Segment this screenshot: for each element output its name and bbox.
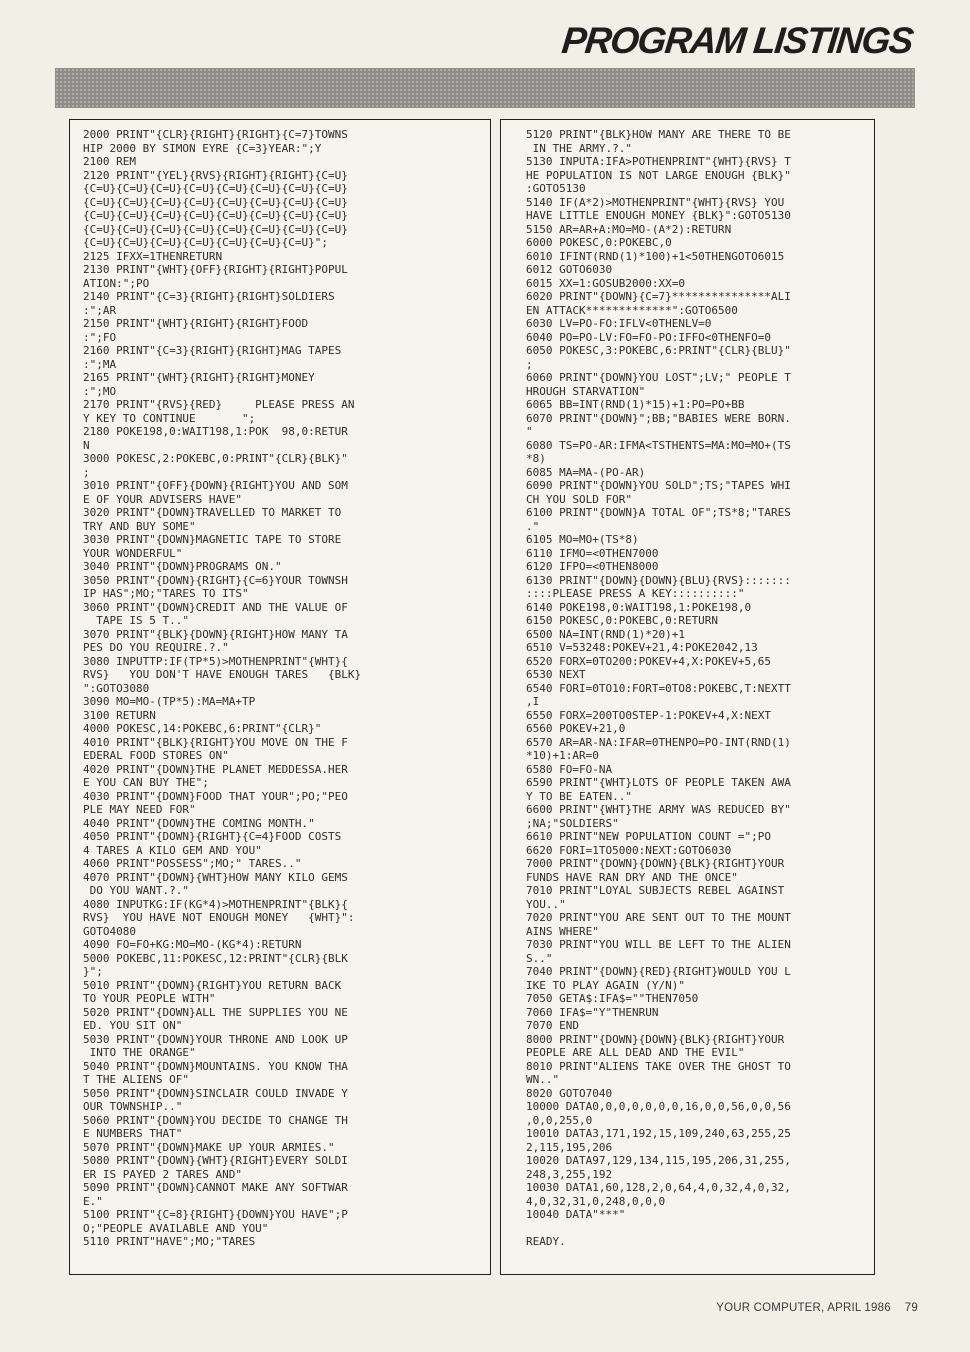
page-footer [716, 1302, 918, 1314]
publication-info: YOUR COMPUTER, APRIL 1986 [716, 1302, 891, 1314]
listing-panel-left [69, 119, 491, 1275]
header-banner [55, 68, 915, 108]
listing-text-right: 5120 PRINT"{BLK}HOW MANY ARE THERE TO BE IN THE ARMY.?." 5130 INPUTA:IFA>POTHENPRINT"{WHT}{RVS} T HE POPULATION IS NOT LARGE ENOUGH {BLK}" :GOTO5130 5140 IF(A*2)>MOTHENPRINT"{WHT}{RVS} YOU HAVE LITTLE ENOUGH MONEY {BLK}":GOTO5130 5150 AR=AR+A:MO=MO-(A*2):RETURN 6000 POKESC,0:POKEBC,0 6010 IFINT(RND(1)*100)+1<50THENGOTO6015 6012 GOTO6030 6015 XX=1:GOSUB2000:XX=0 6020 PRINT"{DOWN}{C=7}***************ALI EN ATTACK*************":GOTO6500 6030 LV=PO-FO:IFLV<0THENLV=0 6040 PO=PO-LV:FO=FO-PO:IFFO<0THENFO=0 6050 POKESC,3:POKEBC,6:PRINT"{CLR}{BLU}" ; 6060 PRINT"{DOWN}YOU LOST";LV;" PEOPLE T HROUGH STARVATION" 6065 BB=INT(RND(1)*15)+1:PO=PO+BB 6070 PRINT"{DOWN}";BB;"BABIES WERE BORN. " 6080 TS=PO-AR:IFMA<TSTHENTS=MA:MO=MO+(TS *8) 6085 MA=MA-(PO-AR) 6090 PRINT"{DOWN}YOU SOLD";TS;"TAPES WHI CH YOU SOLD FOR" 6100 PRINT"{DOWN}A TOTAL OF";TS*8;"TARES ." 6105 MO=MO+(TS*8) 6110 IFMO=<0THEN7000 6120 IFPO=<0THEN8000 6130 PRINT"{DOWN}{DOWN}{BLU}{RVS}::::::: ::::PLEASE PRESS A KEY::::::::::" 6140 POKE198,0:WAIT198,1:POKE198,0 6150 POKESC,0:POKEBC,0:RETURN 6500 NA=INT(RND(1)*20)+1 6510 V=53248:POKEV+21,4:POKE2042,13 6520 FORX=0TO200:POKEV+4,X:POKEV+5,65 6530 NEXT 6540 FORI=0TO10:FORT=0TO8:POKEBC,T:NEXTT ,I 6550 FORX=200TO0STEP-1:POKEV+4,X:NEXT 6560 POKEV+21,0 6570 AR=AR-NA:IFAR=0THENPO=PO-INT(RND(1) *10)+1:AR=0 6580 FO=FO-NA 6590 PRINT"{WHT}LOTS OF PEOPLE TAKEN AWA Y TO BE EATEN.." 6600 PRINT"{WHT}THE ARMY WAS REDUCED BY" ;NA;"SOLDIERS" 6610 PRINT"NEW POPULATION COUNT =";PO 6620 FORI=1TO5000:NEXT:GOTO6030 7000 PRINT"{DOWN}{DOWN}{BLK}{RIGHT}YOUR FUNDS HAVE RAN DRY AND THE ONCE" 7010 PRINT"LOYAL SUBJECTS REBEL AGAINST YOU.." 7020 PRINT"YOU ARE SENT OUT TO THE MOUNT AINS WHERE" 7030 PRINT"YOU WILL BE LEFT TO THE ALIEN S.." 7040 PRINT"{DOWN}{RED}{RIGHT}WOULD YOU L IKE TO PLAY AGAIN (Y/N)" 7050 GETA$:IFA$=""THEN7050 7060 IFA$="Y"THENRUN 7070 END 8000 PRINT"{DOWN}{DOWN}{BLK}{RIGHT}YOUR PEOPLE ARE ALL DEAD AND THE EVIL" 8010 PRINT"ALIENS TAKE OVER THE GHOST TO WN.." 8020 GOTO7040 10000 DATA0,0,0,0,0,0,0,16,0,0,56,0,0,56 ,0,0,255,0 10010 DATA3,171,192,15,109,240,63,255,25 2,115,195,206 10020 DATA97,129,134,115,195,206,31,255, 248,3,255,192 10030 DATA1,60,128,2,0,64,4,0,32,4,0,32, 4,0,32,31,0,248,0,0,0 10040 DATA"***" READY. [526, 128, 791, 1248]
page-title: PROGRAM LISTINGS [559, 20, 915, 61]
page-number: 79 [904, 1302, 918, 1314]
listing-text-left: 2000 PRINT"{CLR}{RIGHT}{RIGHT}{C=7}TOWNS HIP 2000 BY SIMON EYRE {C=3}YEAR:";Y 2100 REM 2120 PRINT"{YEL}{RVS}{RIGHT}{RIGHT}{C=U} {C=U}{C=U}{C=U}{C=U}{C=U}{C=U}{C=U}{C=U} {C=U}{C=U}{C=U}{C=U}{C=U}{C=U}{C=U}{C=U} {C=U}{C=U}{C=U}{C=U}{C=U}{C=U}{C=U}{C=U} {C=U}{C=U}{C=U}{C=U}{C=U}{C=U}{C=U}{C=U} {C=U}{C=U}{C=U}{C=U}{C=U}{C=U}{C=U}"; 2125 IFXX=1THENRETURN 2130 PRINT"{WHT}{OFF}{RIGHT}{RIGHT}POPUL ATION:";PO 2140 PRINT"{C=3}{RIGHT}{RIGHT}SOLDIERS :";AR 2150 PRINT"{WHT}{RIGHT}{RIGHT}FOOD :";FO 2160 PRINT"{C=3}{RIGHT}{RIGHT}MAG TAPES :";MA 2165 PRINT"{WHT}{RIGHT}{RIGHT}MONEY :";MO 2170 PRINT"{RVS}{RED} PLEASE PRESS AN Y KEY TO CONTINUE "; 2180 POKE198,0:WAIT198,1:POK 98,0:RETUR N 3000 POKESC,2:POKEBC,0:PRINT"{CLR}{BLK}" ; 3010 PRINT"{OFF}{DOWN}{RIGHT}YOU AND SOM E OF YOUR ADVISERS HAVE" 3020 PRINT"{DOWN}TRAVELLED TO MARKET TO TRY AND BUY SOME" 3030 PRINT"{DOWN}MAGNETIC TAPE TO STORE YOUR WONDERFUL" 3040 PRINT"{DOWN}PROGRAMS ON." 3050 PRINT"{DOWN}{RIGHT}{C=6}YOUR TOWNSH IP HAS";MO;"TARES TO ITS" 3060 PRINT"{DOWN}CREDIT AND THE VALUE OF TAPE IS 5 T.." 3070 PRINT"{BLK}{DOWN}{RIGHT}HOW MANY TA PES DO YOU REQUIRE.?." 3080 INPUTTP:IF(TP*5)>MOTHENPRINT"{WHT}{ RVS} YOU DON'T HAVE ENOUGH TARES {BLK} ":GOTO3080 3090 MO=MO-(TP*5):MA=MA+TP 3100 RETURN 4000 POKESC,14:POKEBC,6:PRINT"{CLR}" 4010 PRINT"{BLK}{RIGHT}YOU MOVE ON THE F EDERAL FOOD STORES ON" 4020 PRINT"{DOWN}THE PLANET MEDDESSA.HER E YOU CAN BUY THE"; 4030 PRINT"{DOWN}FOOD THAT YOUR";PO;"PEO PLE MAY NEED FOR" 4040 PRINT"{DOWN}THE COMING MONTH." 4050 PRINT"{DOWN}{RIGHT}{C=4}FOOD COSTS 4 TARES A KILO GEM AND YOU" 4060 PRINT"POSSESS";MO;" TARES.." 4070 PRINT"{DOWN}{WHT}HOW MANY KILO GEMS DO YOU WANT.?." 4080 INPUTKG:IF(KG*4)>MOTHENPRINT"{BLK}{ RVS} YOU HAVE NOT ENOUGH MONEY {WHT}": GOTO4080 4090 FO=FO+KG:MO=MO-(KG*4):RETURN 5000 POKEBC,11:POKESC,12:PRINT"{CLR}{BLK }"; 5010 PRINT"{DOWN}{RIGHT}YOU RETURN BACK TO YOUR PEOPLE WITH" 5020 PRINT"{DOWN}ALL THE SUPPLIES YOU NE ED. YOU SIT ON" 5030 PRINT"{DOWN}YOUR THRONE AND LOOK UP INTO THE ORANGE" 5040 PRINT"{DOWN}MOUNTAINS. YOU KNOW THA T THE ALIENS OF" 5050 PRINT"{DOWN}SINCLAIR COULD INVADE Y OUR TOWNSHIP.." 5060 PRINT"{DOWN}YOU DECIDE TO CHANGE TH E NUMBERS THAT" 5070 PRINT"{DOWN}MAKE UP YOUR ARMIES." 5080 PRINT"{DOWN}{WHT}{RIGHT}EVERY SOLDI ER IS PAYED 2 TARES AND" 5090 PRINT"{DOWN}CANNOT MAKE ANY SOFTWAR E." 5100 PRINT"{C=8}{RIGHT}{DOWN}YOU HAVE";P O;"PEOPLE AVAILABLE AND YOU" 5110 PRINT"HAVE";MO;"TARES [83, 128, 362, 1248]
listing-panel-right [500, 119, 875, 1275]
